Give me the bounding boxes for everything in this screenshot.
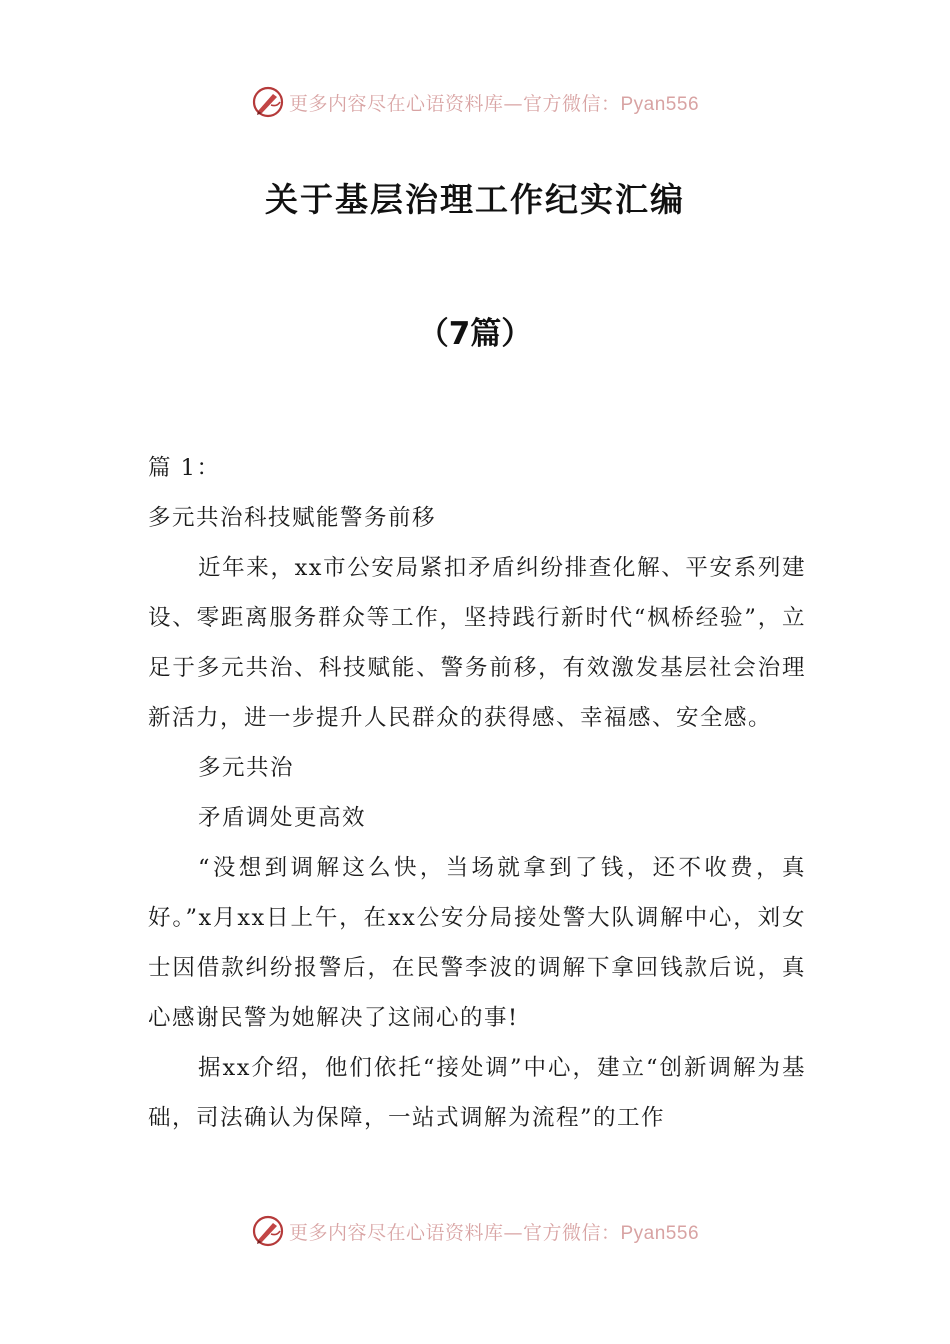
body-paragraph: 据xx介绍，他们依托“接处调”中心，建立“创新调解为基础，司法确认为保障，一站式调解为流程”的工作: [148, 1055, 806, 1131]
pen-logo-icon: [251, 85, 285, 119]
document-body: [148, 443, 806, 1143]
section-heading: 多元共治科技赋能警务前移: [148, 505, 437, 531]
watermark-handle: Pyan556: [620, 1222, 700, 1244]
subheading: 矛盾调处更高效: [198, 805, 367, 831]
pen-logo-icon: [251, 1214, 285, 1248]
watermark-banner-bottom: [0, 1211, 950, 1251]
watermark-handle: Pyan556: [620, 93, 700, 115]
watermark-banner-top: [0, 82, 950, 122]
body-paragraph: “没想到调解这么快，当场就拿到了钱，还不收费，真好。”x月xx日上午，在xx公安分局接处警大队调解中心，刘女士因借款纠纷报警后，在民警李波的调解下拿回钱款后说，真心感谢民警为她解决了这闹心的事!: [148, 855, 806, 1031]
document-title: 关于基层治理工作纪实汇编: [265, 180, 685, 219]
document-subtitle: （7篇）: [417, 316, 533, 352]
watermark-text: 更多内容尽在心语资料库—官方微信：: [288, 1221, 621, 1244]
section-label: 篇 1：: [148, 455, 221, 481]
watermark-text: 更多内容尽在心语资料库—官方微信：: [288, 92, 621, 115]
subheading: 多元共治: [198, 755, 295, 781]
body-paragraph: 近年来，xx市公安局紧扣矛盾纠纷排查化解、平安系列建设、零距离服务群众等工作，坚持践行新时代“枫桥经验”，立足于多元共治、科技赋能、警务前移，有效激发基层社会治理新活力，进一步提升人民群众的获得感、幸福感、安全感。: [148, 555, 806, 731]
